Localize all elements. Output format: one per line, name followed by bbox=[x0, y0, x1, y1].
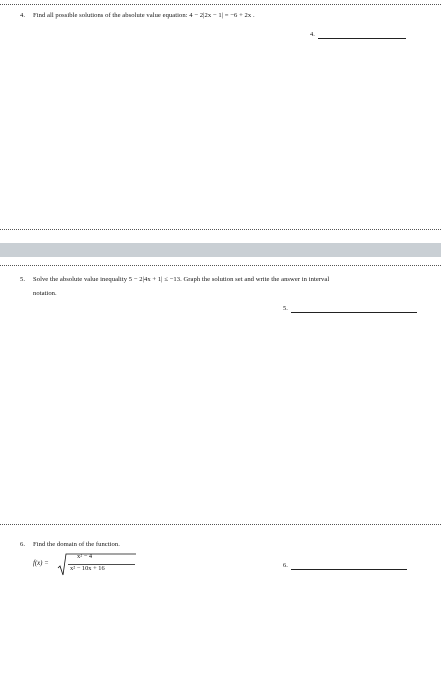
fraction-numerator: x² − 4 bbox=[77, 553, 93, 560]
answer-6-line[interactable] bbox=[291, 569, 407, 570]
question-5-number: 5. bbox=[20, 276, 26, 283]
question-4 bbox=[20, 10, 255, 21]
question-5-text-tail: . Graph the solution set and write the answer in interval bbox=[180, 276, 330, 283]
function-expression bbox=[33, 553, 143, 577]
question-6-text: Find the domain of the function. bbox=[33, 541, 120, 548]
question-4-equation: 4 − 2|2x − 1| = −6 + 2x . bbox=[189, 12, 255, 19]
answer-5-label: 5. bbox=[283, 305, 288, 312]
answer-6-label: 6. bbox=[283, 562, 288, 569]
section-divider-2 bbox=[0, 265, 441, 266]
question-6-number: 6. bbox=[20, 541, 26, 548]
question-4-text: Find all possible solutions of the absolute value equation: bbox=[33, 12, 188, 19]
fraction-denominator: x² − 10x + 16 bbox=[70, 565, 105, 572]
top-divider bbox=[0, 4, 441, 5]
function-lhs: f(x) = bbox=[33, 560, 49, 567]
question-5 bbox=[20, 274, 329, 285]
question-4-number: 4. bbox=[20, 12, 26, 19]
answer-4-label: 4. bbox=[310, 31, 315, 38]
question-6 bbox=[20, 539, 120, 550]
section-divider-1 bbox=[0, 229, 441, 230]
question-5-text: Solve the absolute value inequality bbox=[33, 276, 128, 283]
question-5-line2: notation. bbox=[33, 290, 57, 297]
separator-band bbox=[0, 243, 441, 257]
answer-4-line[interactable] bbox=[318, 38, 406, 39]
section-divider-3 bbox=[0, 524, 441, 525]
question-5-inequality: 5 − 2|4x + 1| ≤ −13 bbox=[128, 276, 181, 283]
answer-5-line[interactable] bbox=[291, 312, 417, 313]
